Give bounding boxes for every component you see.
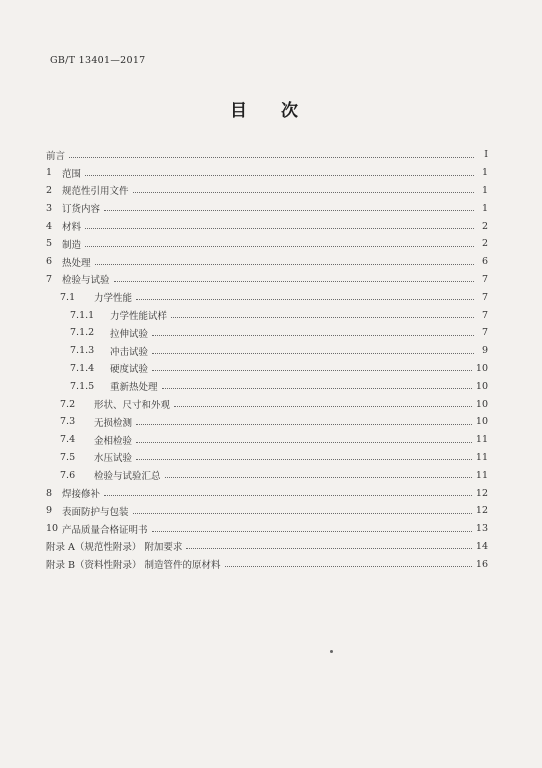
toc-entry[interactable] <box>46 538 488 556</box>
toc-entry-label: 无损检测 <box>94 417 133 429</box>
toc-entry[interactable] <box>46 395 488 413</box>
toc-entry-page: 11 <box>475 451 488 463</box>
toc-entry-label: 材料 <box>62 222 82 234</box>
toc-entry-number: 7.6 <box>60 469 76 481</box>
toc-entry-label: 订货内容 <box>62 204 101 216</box>
toc-entry-number: 7.1.5 <box>70 380 95 392</box>
toc-entry-number: 10 <box>46 523 59 535</box>
scan-mark <box>330 650 333 653</box>
table-of-contents <box>46 146 488 573</box>
toc-entry[interactable] <box>46 253 488 271</box>
toc-dot-leader <box>186 547 472 549</box>
toc-entry-page: 12 <box>475 505 488 517</box>
toc-entry[interactable] <box>46 413 488 431</box>
toc-entry-label: 拉伸试验 <box>110 328 149 340</box>
toc-dot-leader <box>152 352 474 354</box>
toc-entry[interactable] <box>46 342 488 360</box>
toc-entry-page: 1 <box>481 202 488 214</box>
toc-entry-page: 14 <box>475 540 488 552</box>
toc-entry-number: 7.4 <box>60 434 76 446</box>
toc-entry-number: 7 <box>46 273 53 285</box>
toc-entry[interactable] <box>46 324 488 342</box>
toc-dot-leader <box>114 280 474 282</box>
toc-entry-page: 16 <box>475 558 488 570</box>
toc-entry[interactable] <box>46 288 488 306</box>
toc-entry-label: 附录 B（资料性附录） 制造管件的原材料 <box>46 560 221 572</box>
page-title: 目 次 <box>230 101 312 121</box>
toc-entry-number: 1 <box>46 167 53 179</box>
toc-entry-number: 9 <box>46 505 53 517</box>
toc-entry-number: 7.1.1 <box>70 309 95 321</box>
toc-entry-number: 4 <box>46 220 53 232</box>
toc-entry-label: 检验与试验汇总 <box>94 471 161 483</box>
toc-entry[interactable] <box>46 199 488 217</box>
toc-entry[interactable] <box>46 431 488 449</box>
toc-dot-leader <box>171 316 474 318</box>
toc-entry[interactable] <box>46 449 488 467</box>
toc-entry-label: 重新热处理 <box>110 382 158 394</box>
toc-entry[interactable] <box>46 377 488 395</box>
toc-entry[interactable] <box>46 182 488 200</box>
toc-entry[interactable] <box>46 146 488 164</box>
toc-dot-leader <box>152 369 472 371</box>
toc-dot-leader <box>104 494 472 496</box>
toc-entry-label: 热处理 <box>62 257 91 269</box>
toc-entry-page: 6 <box>481 256 488 268</box>
toc-entry-label: 制造 <box>62 239 82 251</box>
toc-dot-leader <box>69 156 474 158</box>
toc-entry-number: 7.1.3 <box>70 345 95 357</box>
toc-entry[interactable] <box>46 360 488 378</box>
toc-entry[interactable] <box>46 520 488 538</box>
toc-entry-page: 10 <box>475 398 488 410</box>
toc-dot-leader <box>162 387 472 389</box>
toc-entry-number: 3 <box>46 202 53 214</box>
toc-entry-page: 11 <box>475 469 488 481</box>
toc-entry-page: 12 <box>475 487 488 499</box>
toc-entry[interactable] <box>46 306 488 324</box>
toc-dot-leader <box>136 458 472 460</box>
toc-dot-leader <box>152 334 474 336</box>
toc-entry-page: Ⅰ <box>484 149 488 161</box>
toc-entry-number: 7.5 <box>60 451 76 463</box>
toc-dot-leader <box>136 441 472 443</box>
toc-entry[interactable] <box>46 555 488 573</box>
toc-entry-number: 5 <box>46 238 53 250</box>
toc-entry-page: 7 <box>481 327 488 339</box>
toc-dot-leader <box>85 245 474 247</box>
toc-dot-leader <box>85 227 474 229</box>
toc-entry-page: 2 <box>481 220 488 232</box>
toc-entry[interactable] <box>46 164 488 182</box>
toc-entry[interactable] <box>46 271 488 289</box>
toc-entry-label: 焊接修补 <box>62 489 101 501</box>
toc-entry-label: 力学性能 <box>94 293 133 305</box>
toc-entry-label: 检验与试验 <box>62 275 110 287</box>
toc-entry-label: 范围 <box>62 168 82 180</box>
document-code: GB/T 13401—2017 <box>50 55 146 66</box>
toc-entry-label: 冲击试验 <box>110 346 149 358</box>
toc-entry-page: 1 <box>481 167 488 179</box>
toc-entry-label: 形状、尺寸和外观 <box>94 400 171 412</box>
toc-entry[interactable] <box>46 217 488 235</box>
toc-entry-page: 9 <box>481 345 488 357</box>
toc-dot-leader <box>136 298 474 300</box>
toc-entry-number: 7.1.4 <box>70 362 95 374</box>
toc-dot-leader <box>136 423 472 425</box>
toc-entry-page: 7 <box>481 291 488 303</box>
toc-dot-leader <box>225 565 472 567</box>
toc-dot-leader <box>104 209 474 211</box>
toc-entry-page: 1 <box>481 184 488 196</box>
toc-dot-leader <box>133 512 472 514</box>
toc-entry-page: 7 <box>481 309 488 321</box>
toc-entry-label: 力学性能试样 <box>110 311 168 323</box>
toc-entry-number: 7.2 <box>60 398 76 410</box>
toc-entry-label: 硬度试验 <box>110 364 149 376</box>
toc-entry-page: 10 <box>475 380 488 392</box>
toc-entry-label: 金相检验 <box>94 435 133 447</box>
toc-entry-label: 规范性引用文件 <box>62 186 129 198</box>
toc-entry-page: 2 <box>481 238 488 250</box>
toc-entry-number: 2 <box>46 184 53 196</box>
toc-dot-leader <box>165 476 472 478</box>
toc-dot-leader <box>133 191 474 193</box>
toc-entry-label: 附录 A（规范性附录） 附加要求 <box>46 542 183 554</box>
toc-entry-number: 7.1.2 <box>70 327 95 339</box>
toc-entry[interactable] <box>46 502 488 520</box>
toc-dot-leader <box>95 263 474 265</box>
toc-entry[interactable] <box>46 466 488 484</box>
toc-entry-page: 7 <box>481 273 488 285</box>
toc-entry-number: 8 <box>46 487 53 499</box>
toc-dot-leader <box>174 405 472 407</box>
toc-entry-page: 10 <box>475 416 488 428</box>
toc-entry-label: 水压试验 <box>94 453 133 465</box>
toc-entry-number: 6 <box>46 256 53 268</box>
toc-entry-page: 13 <box>475 523 488 535</box>
toc-dot-leader <box>152 530 472 532</box>
toc-entry[interactable] <box>46 235 488 253</box>
toc-entry-label: 前言 <box>46 150 66 162</box>
toc-entry[interactable] <box>46 484 488 502</box>
toc-dot-leader <box>85 174 474 176</box>
toc-entry-label: 产品质量合格证明书 <box>62 524 148 536</box>
toc-entry-number: 7.1 <box>60 291 76 303</box>
toc-entry-number: 7.3 <box>60 416 76 428</box>
toc-entry-page: 10 <box>475 362 488 374</box>
toc-entry-label: 表面防护与包装 <box>62 506 129 518</box>
toc-entry-page: 11 <box>475 434 488 446</box>
